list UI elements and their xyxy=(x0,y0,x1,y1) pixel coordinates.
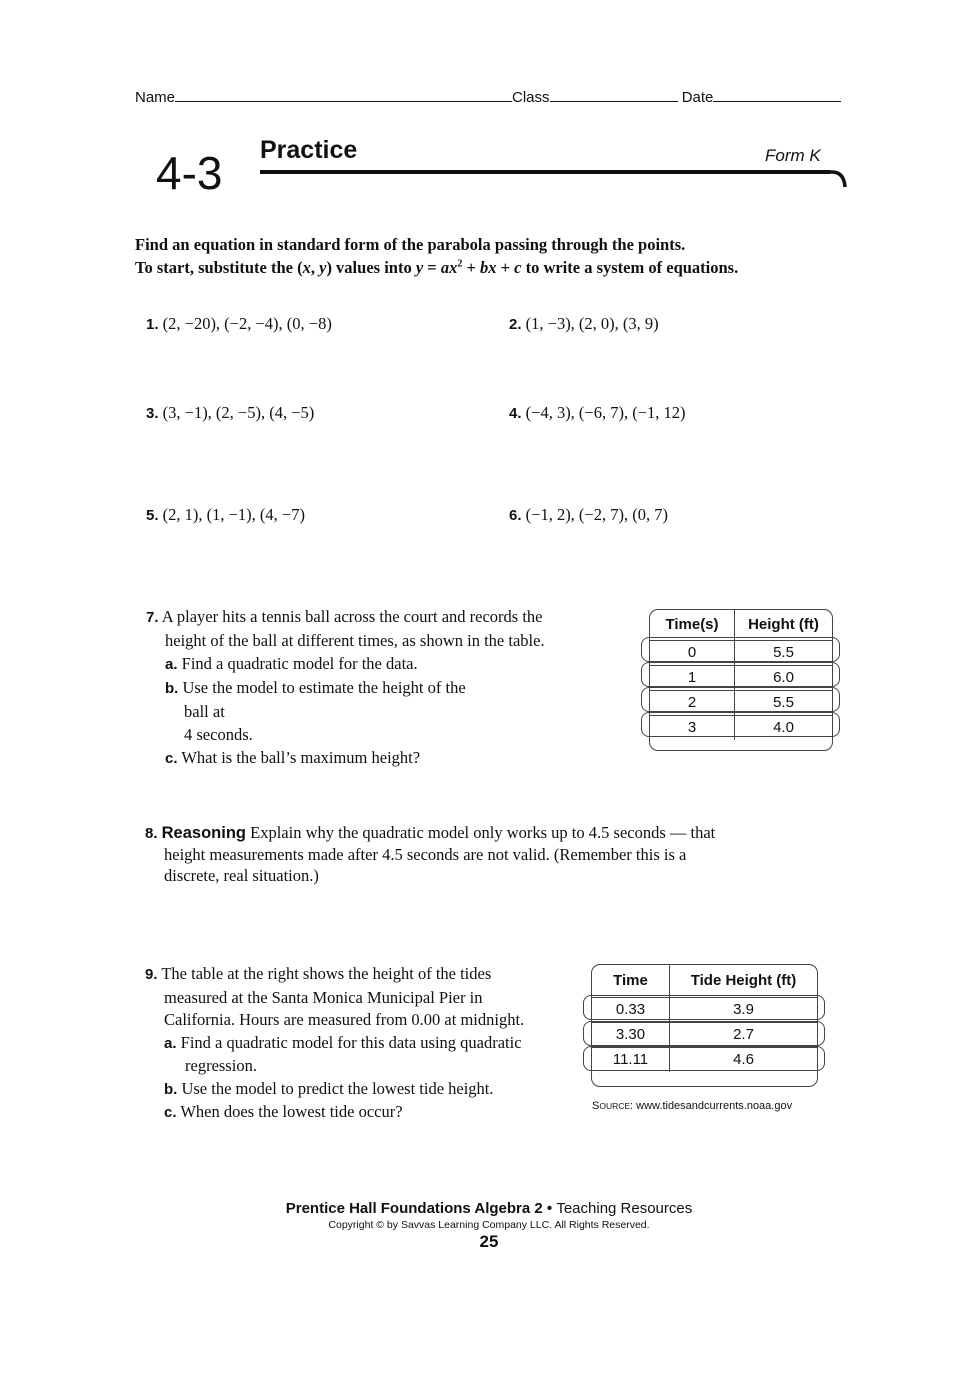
problem-points: (1, −3), (2, 0), (3, 9) xyxy=(525,314,659,333)
problem-points: (3, −1), (2, −5), (4, −5) xyxy=(162,403,315,422)
reasoning-label: Reasoning xyxy=(161,824,246,842)
problem-7: 7. A player hits a tennis ball across the court and records the height of the ball at different times, as shown in the table. a. Find a quadratic model for the data. b. Use the model to estimate the height of the ball at 4 seconds. c. What is the ball’s maximum height? xyxy=(146,607,545,767)
class-label: Class xyxy=(512,89,550,106)
tide-height-table xyxy=(583,964,827,1088)
lesson-number: 4-3 xyxy=(156,147,223,199)
column-header: Tide Height (ft) xyxy=(690,972,797,990)
problem-6: 6. (−1, 2), (−2, 7), (0, 7) xyxy=(509,505,668,524)
footer-book-title: Prentice Hall Foundations Algebra 2 • Teaching Resources xyxy=(285,1200,693,1217)
table-row: 3 4.0 xyxy=(650,715,832,740)
tennis-ball-table xyxy=(641,609,841,752)
table-row: 2 5.5 xyxy=(650,690,832,715)
class-blank[interactable] xyxy=(550,87,678,102)
page-title: Practice xyxy=(260,136,358,164)
instructions xyxy=(135,233,750,279)
problem-9: 9. The table at the right shows the height of the tides measured at the Santa Monica Municipal Pier in California. Hours are measured from 0.00 at midnight. a. Find a quadratic model for this data using quadratic regression. b. Use the model to predict the lowest tide height. c. When does the lowest tide occur? xyxy=(145,964,525,1121)
date-blank[interactable] xyxy=(713,87,841,102)
title-rule xyxy=(260,170,830,174)
title-rule-curl-icon xyxy=(822,170,848,190)
column-header: Time xyxy=(592,965,670,997)
footer-copyright: Copyright © by Savvas Learning Company LLC. All Rights Reserved. xyxy=(328,1219,650,1231)
name-label: Name xyxy=(135,89,176,106)
column-header: Height (ft) xyxy=(748,616,819,634)
form-label: Form K xyxy=(765,146,821,165)
table-row: 0 5.5 xyxy=(650,640,832,665)
date-label: Date xyxy=(681,89,714,106)
problem-1: 1. (2, −20), (−2, −4), (0, −8) xyxy=(146,314,332,333)
table-source: SOURCE: www.tidesandcurrents.noaa.gov xyxy=(592,1100,793,1112)
instructions-line-2: To start, substitute the (x, y) values into $y = ax^2$ + bx + c to write a system of equations. xyxy=(135,258,739,277)
problem-points: (2, 1), (1, −1), (4, −7) xyxy=(162,505,305,524)
page-number: 25 xyxy=(479,1232,499,1251)
problem-2: 2. (1, −3), (2, 0), (3, 9) xyxy=(509,314,659,333)
problem-points: (−1, 2), (−2, 7), (0, 7) xyxy=(525,505,668,524)
problem-points: (2, −20), (−2, −4), (0, −8) xyxy=(162,314,332,333)
instructions-line-1: Find an equation in standard form of the parabola passing through the points. xyxy=(135,235,686,254)
table-row: 3.30 2.7 xyxy=(592,1022,817,1047)
name-blank[interactable] xyxy=(175,87,512,102)
problem-5: 5. (2, 1), (1, −1), (4, −7) xyxy=(146,505,305,524)
table-row: 1 6.0 xyxy=(650,665,832,690)
table-row: 0.33 3.9 xyxy=(592,997,817,1022)
column-header: Time(s) xyxy=(650,610,735,640)
table-row: 11.11 4.6 xyxy=(592,1047,817,1072)
problem-3: 3. (3, −1), (2, −5), (4, −5) xyxy=(146,403,315,422)
problem-4: 4. (−4, 3), (−6, 7), (−1, 12) xyxy=(509,403,686,422)
student-info-header xyxy=(135,87,841,106)
problem-points: (−4, 3), (−6, 7), (−1, 12) xyxy=(525,403,686,422)
problem-8: 8. Reasoning Explain why the quadratic model only works up to 4.5 seconds — that height measurements made after 4.5 seconds are not valid. (Remember this is a discrete, real situation.) xyxy=(145,823,716,885)
